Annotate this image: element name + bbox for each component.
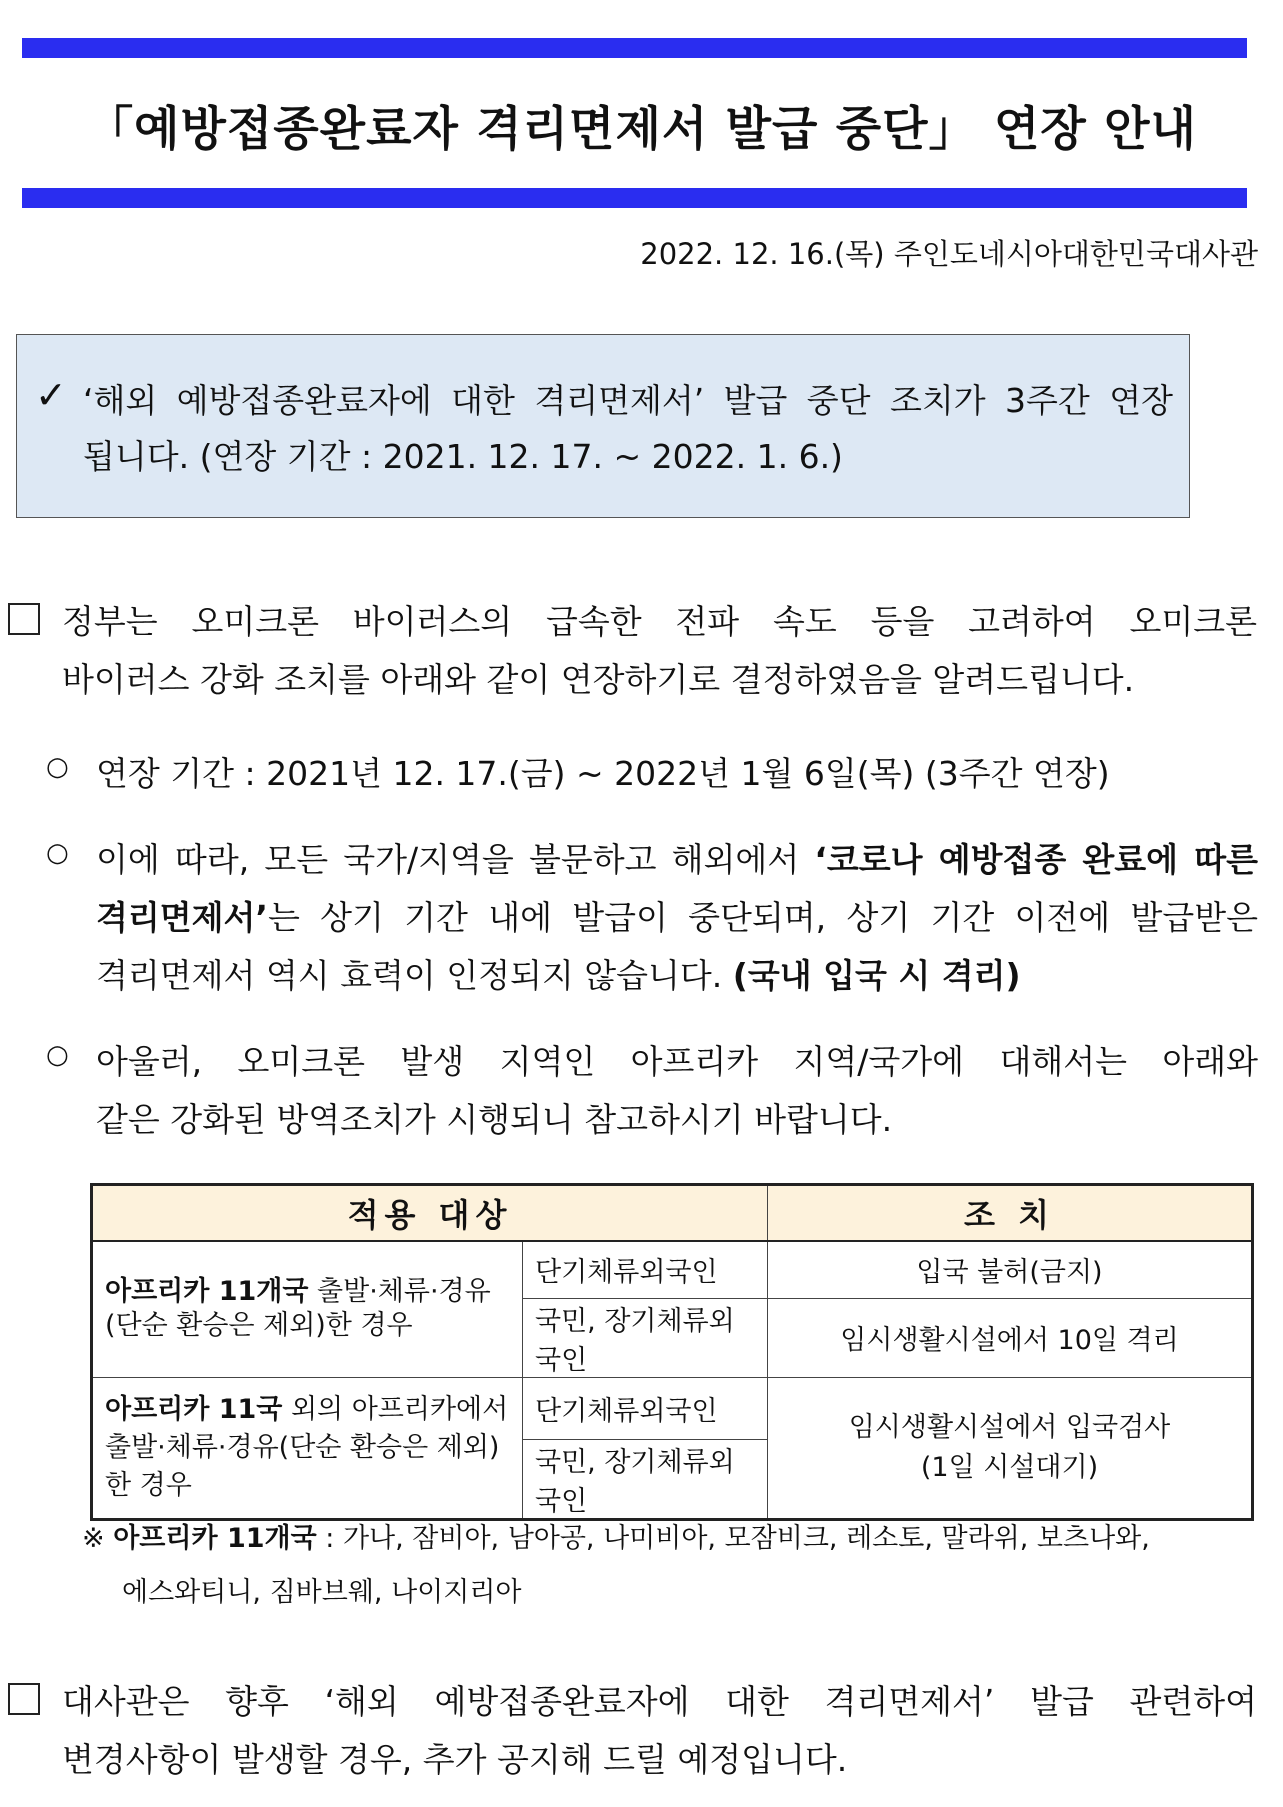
bullet2-line-1: 이에 따라, 모든 국가/지역을 불문하고 해외에서 ‘코로나 예방접종 완료에 따른 [96, 840, 1258, 879]
note-line-1: ※ 아프리카 11개국 : 가나, 잠비아, 남아공, 나미비아, 모잠비크, 레소토, 말라위, 보츠나와, [82, 1523, 1150, 1554]
section2-line-2: 변경사항이 발생할 경우, 추가 공지해 드릴 예정입니다. [62, 1740, 848, 1779]
group2-type-short: 단기체류외국인 [523, 1377, 768, 1439]
summary-line-2: 됩니다. (연장 기간 : 2021. 12. 17. ~ 2022. 1. 6.) [83, 437, 843, 476]
bottom-rule [22, 188, 1247, 208]
group2-action: 임시생활시설에서 입국검사 (1일 시설대기) [768, 1377, 1253, 1519]
bullet2-line-3: 격리면제서 역시 효력이 인정되지 않습니다. (국내 입국 시 격리) [96, 956, 1021, 995]
section2-line-1: 대사관은 향후 ‘해외 예방접종완료자에 대한 격리면제서’ 발급 관련하여 [62, 1682, 1257, 1721]
page-title: 「예방접종완료자 격리면제서 발급 중단」 연장 안내 [86, 102, 1197, 157]
checkbox-icon [8, 1683, 40, 1715]
summary-box [16, 334, 1190, 518]
measures-table [90, 1183, 1254, 1521]
note-mark: ※ [82, 1523, 105, 1554]
section1-line-1: 정부는 오미크론 바이러스의 급속한 전파 속도 등을 고려하여 오미크론 [62, 602, 1257, 641]
group1-type-short: 단기체류외국인 [523, 1241, 768, 1298]
group2-target: 아프리카 11국 외의 아프리카에서 출발·체류·경유(단순 환승은 제외) 한 경우 [92, 1377, 523, 1519]
checkbox-icon [8, 603, 40, 635]
issue-date: 2022. 12. 16.(목) [640, 237, 885, 271]
bullet-circle-icon: ○ [46, 838, 69, 868]
note-line-2: 에스와티니, 짐바브웨, 나이지리아 [122, 1577, 522, 1608]
bullet-circle-icon: ○ [46, 752, 69, 782]
group1-type-long: 국민, 장기체류외국인 [523, 1298, 768, 1377]
header-target: 적용 대상 [92, 1185, 768, 1242]
group1-action-short: 입국 불허(금지) [768, 1241, 1253, 1298]
header-action: 조 치 [768, 1185, 1253, 1242]
bullet-circle-icon: ○ [46, 1040, 69, 1070]
bullet3-line-1: 아울러, 오미크론 발생 지역인 아프리카 지역/국가에 대해서는 아래와 [96, 1042, 1258, 1081]
bullet2-line-2: 격리면제서’는 상기 기간 내에 발급이 중단되며, 상기 기간 이전에 발급받은 [96, 898, 1258, 937]
summary-line-1: ‘해외 예방접종완료자에 대한 격리면제서’ 발급 중단 조치가 3주간 연장 [83, 381, 1173, 420]
group1-target: 아프리카 11개국 출발·체류·경유 (단순 환승은 제외)한 경우 [92, 1241, 523, 1377]
section1-line-2: 바이러스 강화 조치를 아래와 같이 연장하기로 결정하였음을 알려드립니다. [62, 660, 1135, 699]
top-rule [22, 38, 1247, 58]
group2-type-long: 국민, 장기체류외국인 [523, 1439, 768, 1519]
dateline [640, 232, 1258, 273]
bullet-extension-period: 연장 기간 : 2021년 12. 17.(금) ~ 2022년 1월 6일(목) (3주간 연장) [96, 754, 1110, 793]
check-icon: ✓ [35, 373, 67, 417]
bullet3-line-2: 같은 강화된 방역조치가 시행되니 참고하시기 바랍니다. [96, 1100, 893, 1139]
issuer: 주인도네시아대한민국대사관 [893, 237, 1258, 271]
group1-action-long: 임시생활시설에서 10일 격리 [768, 1298, 1253, 1377]
